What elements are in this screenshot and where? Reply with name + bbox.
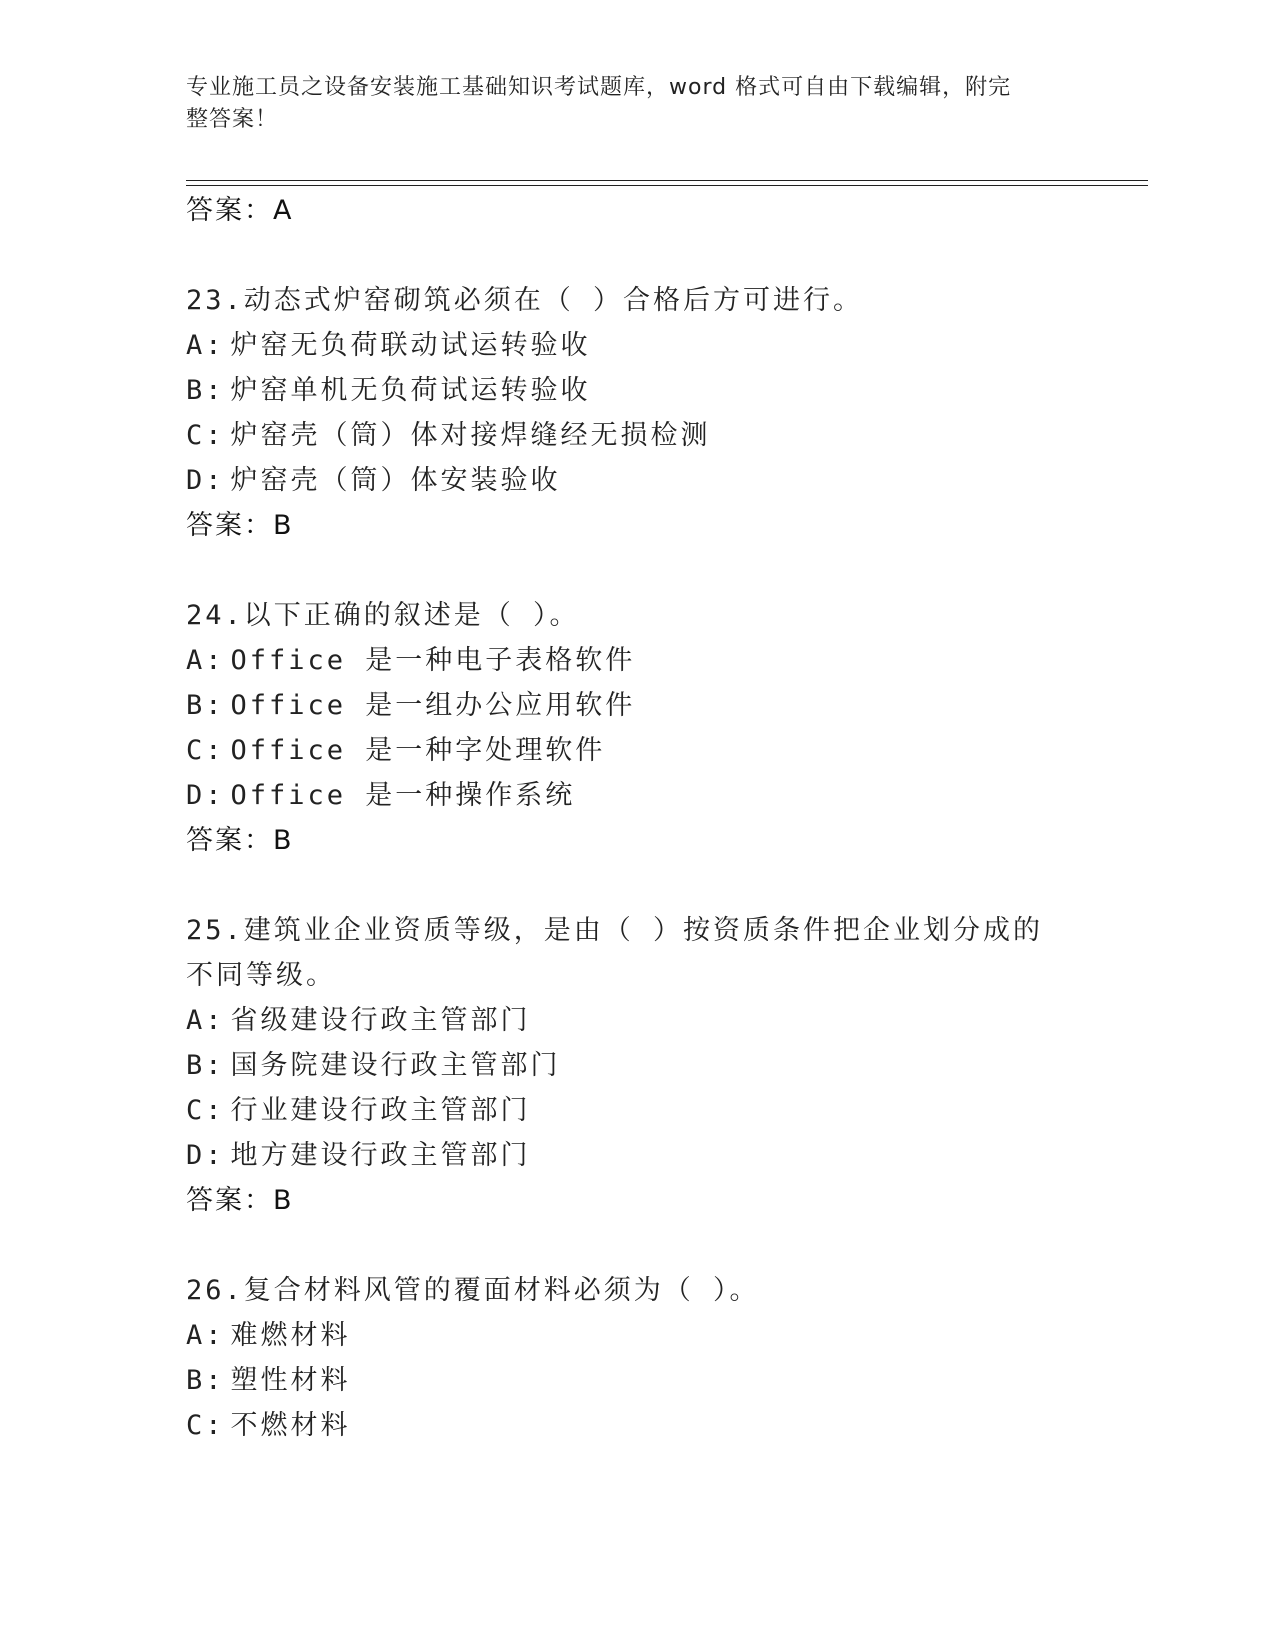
answer-line: 答案：B — [186, 1185, 294, 1216]
option-label: B: — [186, 375, 225, 406]
option-text: Office 是一种字处理软件 — [230, 735, 606, 766]
question-text: 25.建筑业企业资质等级，是由（ ）按资质条件把企业划分成的不同等级。 — [186, 915, 1044, 991]
question-text: 26.复合材料风管的覆面材料必须为（ ）。 — [186, 1275, 760, 1306]
option-text: 难燃材料 — [230, 1320, 351, 1351]
header-line-1: 专业施工员之设备安装施工基础知识考试题库，word 格式可自由下载编辑，附完 — [186, 75, 1012, 100]
option-label: C: — [186, 1095, 225, 1126]
question-block — [186, 278, 1146, 549]
question-text: 24.以下正确的叙述是（ ）。 — [186, 600, 580, 631]
question-block — [186, 593, 1146, 864]
option-b — [186, 1043, 1146, 1088]
option-b — [186, 368, 1146, 413]
option-label: B: — [186, 1365, 225, 1396]
option-text: 塑性材料 — [230, 1365, 351, 1396]
question-block — [186, 1268, 1146, 1448]
option-c — [186, 413, 1146, 458]
option-text: 行业建设行政主管部门 — [230, 1095, 531, 1126]
option-label: A: — [186, 1320, 225, 1351]
option-b — [186, 683, 1146, 728]
option-label: D: — [186, 465, 225, 496]
option-text: 不燃材料 — [230, 1410, 351, 1441]
previous-answer: 答案：A — [186, 195, 294, 226]
option-text: Office 是一种操作系统 — [230, 780, 576, 811]
option-text: Office 是一组办公应用软件 — [230, 690, 636, 721]
option-c — [186, 1088, 1146, 1133]
option-text: 炉窑单机无负荷试运转验收 — [230, 375, 591, 406]
option-text: 炉窑壳（筒）体对接焊缝经无损检测 — [230, 420, 711, 451]
answer-line: 答案：B — [186, 510, 294, 541]
option-label: A: — [186, 645, 225, 676]
option-label: C: — [186, 420, 225, 451]
question-list — [186, 188, 1146, 1448]
header-divider-top — [186, 180, 1148, 181]
option-text: 炉窑无负荷联动试运转验收 — [230, 330, 591, 361]
option-label: B: — [186, 690, 225, 721]
option-a — [186, 998, 1146, 1043]
option-b — [186, 1358, 1146, 1403]
option-label: A: — [186, 330, 225, 361]
question-text: 23.动态式炉窑砌筑必须在（ ）合格后方可进行。 — [186, 285, 864, 316]
question-block — [186, 908, 1146, 1224]
option-d — [186, 773, 1146, 818]
option-a — [186, 638, 1146, 683]
option-d — [186, 458, 1146, 503]
option-text: 国务院建设行政主管部门 — [230, 1050, 561, 1081]
option-text: 省级建设行政主管部门 — [230, 1005, 531, 1036]
option-label: B: — [186, 1050, 225, 1081]
option-label: D: — [186, 1140, 225, 1171]
option-label: D: — [186, 780, 225, 811]
option-label: A: — [186, 1005, 225, 1036]
answer-line: 答案：B — [186, 825, 294, 856]
option-text: Office 是一种电子表格软件 — [230, 645, 636, 676]
header-divider-bottom — [186, 185, 1148, 186]
option-text: 炉窑壳（筒）体安装验收 — [230, 465, 561, 496]
document-header — [186, 72, 1076, 136]
option-c — [186, 1403, 1146, 1448]
option-label: C: — [186, 735, 225, 766]
option-d — [186, 1133, 1146, 1178]
option-a — [186, 1313, 1146, 1358]
option-text: 地方建设行政主管部门 — [230, 1140, 531, 1171]
option-label: C: — [186, 1410, 225, 1441]
option-c — [186, 728, 1146, 773]
option-a — [186, 323, 1146, 368]
header-line-2: 整答案！ — [186, 107, 279, 132]
